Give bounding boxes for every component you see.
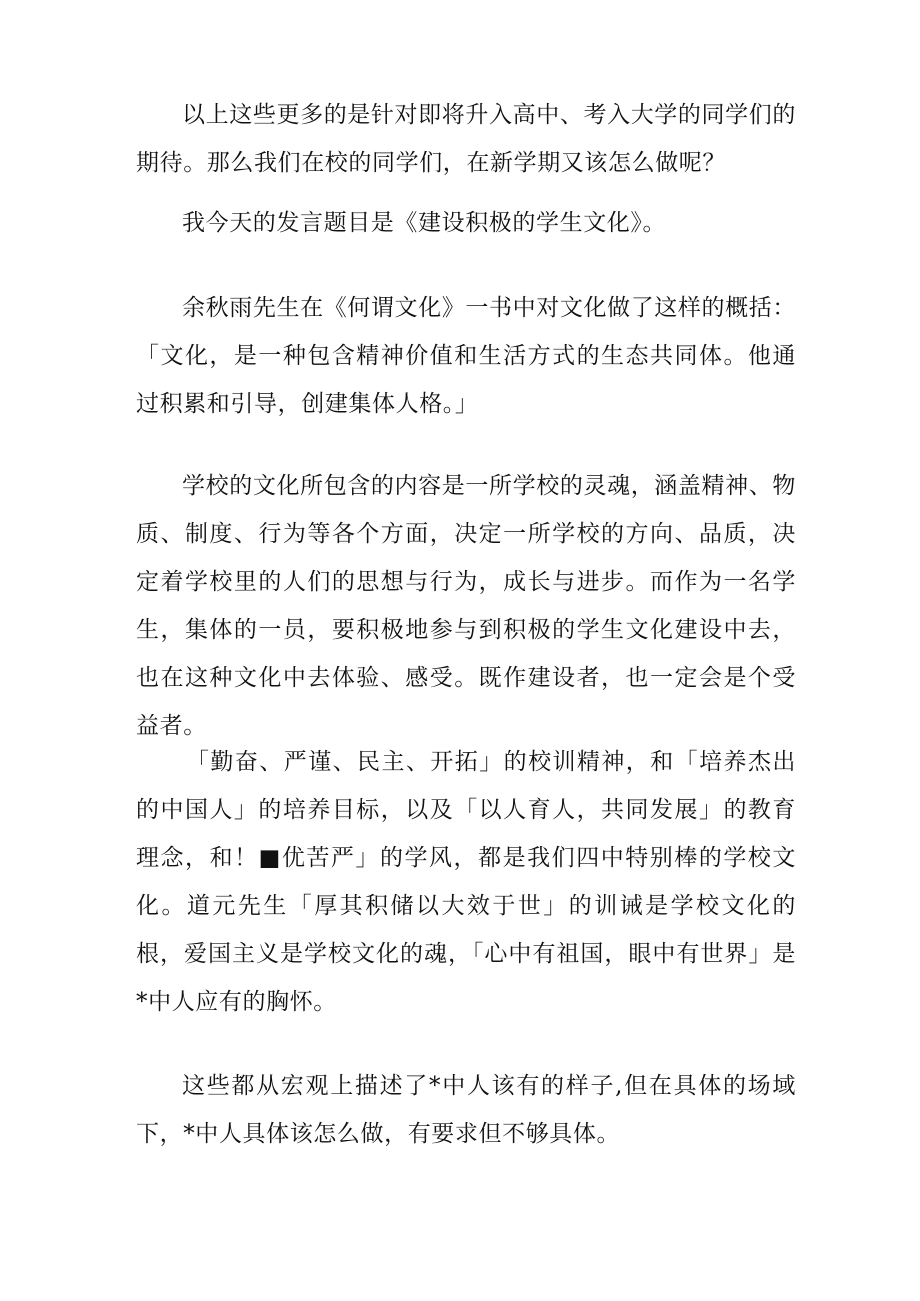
paragraph-expectations: 以上这些更多的是针对即将升入高中、考入大学的同学们的期待。那么我们在校的同学们，在新学期又该怎么做呢？ — [136, 102, 796, 176]
paragraph-school-culture: 学校的文化所包含的内容是一所学校的灵魂，涵盖精神、物质、制度、行为等各个方面，决定一所学校的方向、品质，决定着学校里的人们的思想与行为，成长与进步。而作为一名学生，集体的一员，要积极地参与到积极的学生文化建设中去，也在这种文化中去体验、感受。既作建设者，也一定会是个受益者。 — [136, 473, 796, 739]
paragraph-school-motto: 「勤奋、严谨、民主、开拓」的校训精神，和「培养杰出的中国人」的培养目标，以及「以人育人，共同发展」的教育理念，和！■优苦严」的学风，都是我们四中特别棒的学校文化。道元先生「厚其积储以大效于世」的训诫是学校文化的根，爱国主义是学校文化的魂，「心中有祖国，眼中有世界」是*中人应有的胸怀。 — [136, 749, 796, 1015]
paragraph-culture-definition: 余秋雨先生在《何谓文化》一书中对文化做了这样的概括：「文化，是一种包含精神价值和生活方式的生态共同体。他通过积累和引导，创建集体人格。」 — [136, 295, 796, 417]
paragraph-speech-title: 我今天的发言题目是《建设积极的学生文化》。 — [182, 210, 667, 236]
paragraph-conclusion: 这些都从宏观上描述了*中人该有的样子,但在具体的场域下，*中人具体该怎么做，有要求但不够具体。 — [136, 1073, 796, 1147]
